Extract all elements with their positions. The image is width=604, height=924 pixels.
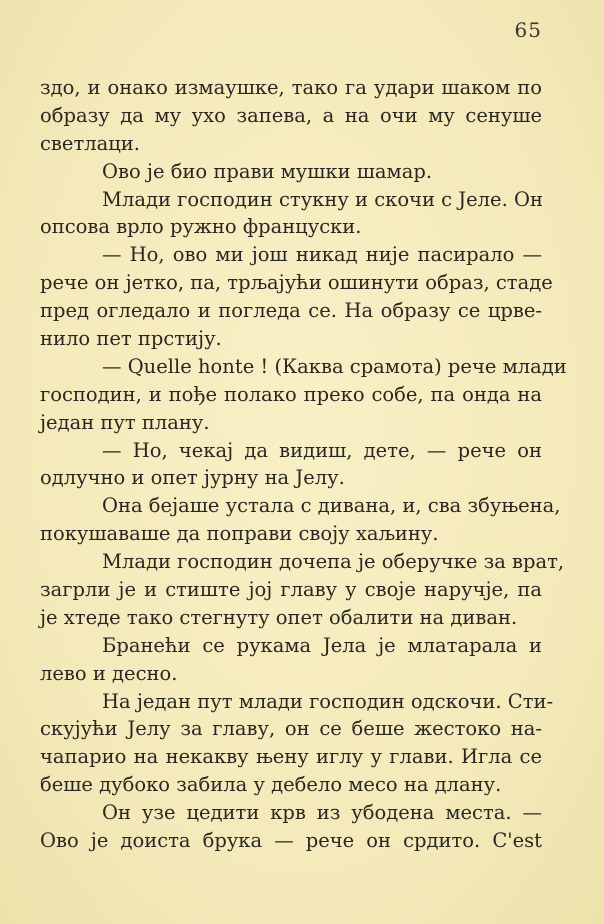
text-line: — Quelle honte ! (Каква срамота) рече млади: [102, 354, 567, 378]
text-line: На један пут млади господин одскочи. Сти-: [102, 689, 554, 713]
text-line: пред огледало и погледа се. На образу се црве-: [40, 299, 542, 323]
text-line: Она бејаше устала с дивана, и, сва збуњена,: [102, 494, 561, 518]
text-line: је хтеде тако стегнуту опет обалити на диван.: [40, 605, 518, 629]
text-line: — Но, чекај да видиш, дете, — рече он: [102, 438, 542, 462]
text-line: здо, и онако измаушке, тако га удари шаком по: [40, 76, 542, 99]
text-line: Ово је доиста брука — рече он срдито. C'est: [40, 829, 542, 853]
text-line: рече он јетко, па, трљајући ошинути образ, стаде: [40, 271, 553, 295]
text-line: Бранећи се рукама Јела је млатарала и: [102, 633, 542, 657]
text-line: скујући Јелу за главу, он се беше жестоко на-: [40, 717, 542, 741]
text-line: загрли је и стиште јој главу у своје наручје, па: [40, 578, 542, 602]
text-line: светлаци.: [40, 131, 140, 155]
text-line: нило пет прстију.: [40, 327, 222, 351]
text-line: образу да му ухо запева, а на очи му сенуше: [40, 103, 542, 127]
body-text: [40, 74, 567, 855]
text-line: лево и десно.: [40, 661, 178, 685]
text-line: господин, и пође полако преко собе, па онда на: [40, 382, 542, 406]
text-line: један пут плану.: [40, 410, 210, 434]
text-line: Млади господин стукну и скочи с Јеле. Он: [102, 187, 543, 211]
text-line: одлучно и опет јурну на Јелу.: [40, 466, 345, 490]
page-number: 65: [514, 18, 542, 42]
text-line: — Но, ово ми још никад није пасирало —: [102, 243, 542, 267]
text-line: беше дубоко забила у дебело месо на длану.: [40, 773, 502, 797]
text-line: покушаваше да поправи своју хаљину.: [40, 522, 439, 546]
text-line: опсова врло ружно француски.: [40, 215, 362, 239]
text-line: Он узе цедити крв из убодена места. —: [102, 801, 542, 825]
text-line: Ово је био прави мушки шамар.: [102, 159, 433, 183]
text-line: Млади господин дочепа је оберучке за врат,: [102, 550, 565, 574]
text-line: чапарио на некакву њену иглу у глави. Игла се: [40, 745, 542, 769]
